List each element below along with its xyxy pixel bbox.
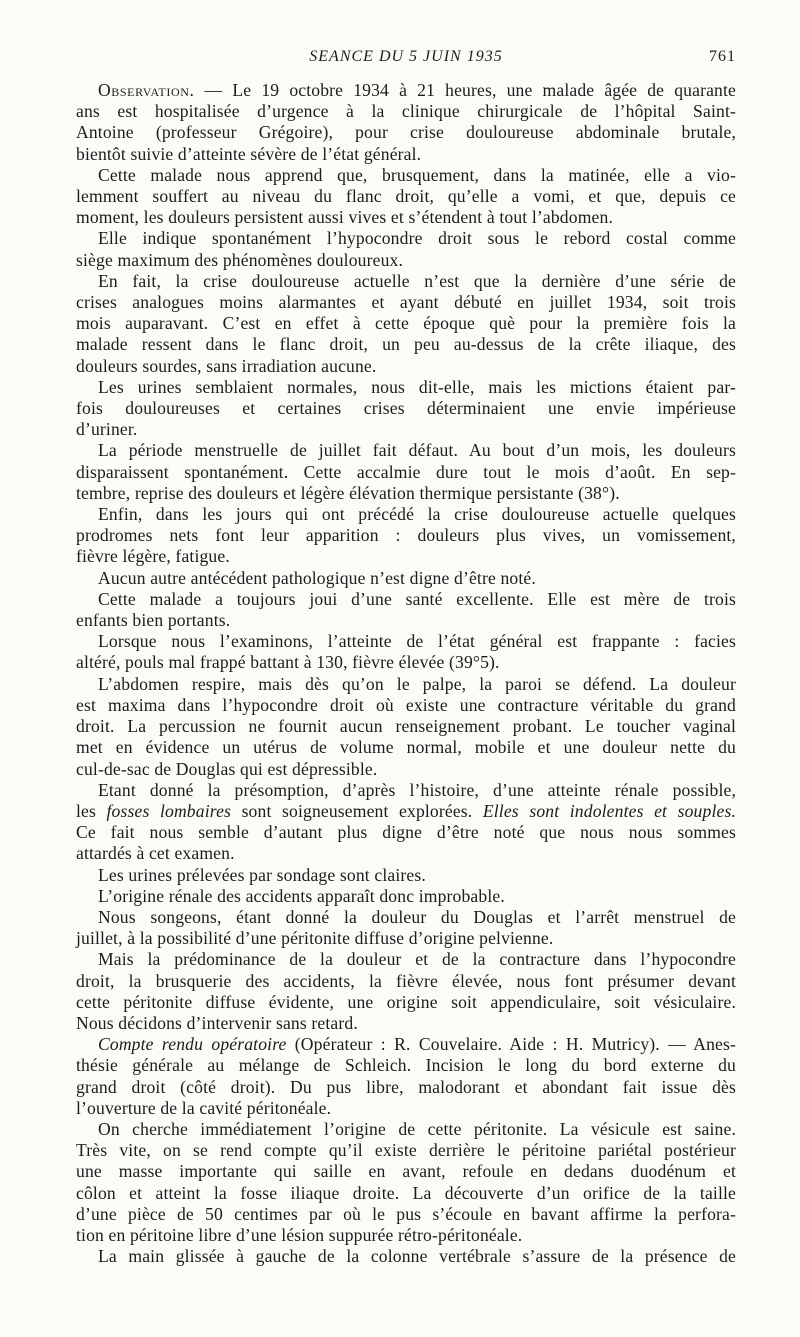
text-line: [76, 568, 736, 589]
text-span: tion en péritoine libre d’une lésion suppurée rétro-péritonéale.: [76, 1224, 523, 1245]
paragraph: [76, 907, 736, 949]
italic-text: fosses lombaires: [106, 800, 232, 821]
text-line: [76, 186, 736, 207]
paragraph: [76, 1246, 736, 1267]
text-span: met en évidence un utérus de volume normal, mobile et une douleur nette du: [76, 737, 736, 758]
text-span: On cherche immédiatement l’origine de cette péritonite. La vésicule est saine.: [98, 1118, 736, 1139]
text-span: cette péritonite diffuse évidente, une origine soit appendiculaire, soit vésiculaire.: [76, 991, 736, 1012]
text-span: douleurs sourdes, sans irradiation aucune.: [76, 355, 377, 376]
text-line: [76, 101, 736, 122]
text-line: [76, 377, 736, 398]
paragraph: [76, 80, 736, 165]
text-span: une masse importante qui saille en avant, refoule en dedans duodénum et: [76, 1161, 736, 1182]
text-span: Ce fait nous semble d’autant plus digne d’être noté que nous nous sommes: [76, 822, 736, 843]
paragraph: [76, 1119, 736, 1246]
text-span: ans est hospitalisée d’urgence à la clinique chirurgicale de l’hôpital Saint-: [76, 101, 736, 122]
paragraph: [76, 674, 736, 780]
text-span: prodromes nets font leur apparition : douleurs plus vives, un vomissement,: [76, 525, 736, 546]
text-line: [76, 165, 736, 186]
article-body: [76, 80, 736, 1267]
text-span: grand droit (côté droit). Du pus libre, malodorant et abondant fait issue dès: [76, 1076, 736, 1097]
text-span: Nous décidons d’intervenir sans retard.: [76, 1012, 358, 1033]
text-line: [76, 589, 736, 610]
text-line: [76, 356, 736, 377]
text-line: [76, 1246, 736, 1267]
text-span: enfants bien portants.: [76, 610, 231, 631]
text-span: Mais la prédominance de la douleur et de la contracture dans l’hypocondre: [98, 949, 736, 970]
text-line: [76, 1013, 736, 1034]
paragraph: [76, 886, 736, 907]
paragraph: [76, 949, 736, 1034]
text-span: — Le 19 octobre 1934 à 21 heures, une malade âgée de quarante: [194, 80, 736, 100]
journal-page: [76, 48, 736, 1267]
text-line: [76, 674, 736, 695]
text-span: juillet, à la possibilité d’une péritonite diffuse d’origine pelvienne.: [76, 928, 554, 949]
text-line: [76, 1161, 736, 1182]
paragraph: [76, 440, 736, 504]
text-span: les: [76, 800, 107, 821]
text-span: mois auparavant. C’est en effet à cette époque què pour la première fois la: [76, 313, 736, 334]
text-line: [76, 1098, 736, 1119]
text-line: [76, 1204, 736, 1225]
text-line: [76, 865, 736, 886]
text-span: moment, les douleurs persistent aussi vives et s’étendent à tout l’abdomen.: [76, 207, 613, 228]
text-line: [76, 652, 736, 673]
text-span: est maxima dans l’hypocondre droit où existe une contracture véritable du grand: [76, 694, 736, 715]
text-line: [76, 737, 736, 758]
text-span: Etant donné la présomption, d’après l’histoire, d’une atteinte rénale possible,: [98, 779, 736, 800]
text-span: fièvre légère, fatigue.: [76, 546, 230, 567]
paragraph: [76, 1034, 736, 1119]
text-line: [76, 398, 736, 419]
paragraph: [76, 504, 736, 568]
text-line: [76, 292, 736, 313]
text-line: [76, 334, 736, 355]
running-title: SEANCE DU 5 JUIN 1935: [309, 48, 503, 65]
text-span: (Opérateur : R. Couvelaire. Aide : H. Mutricy). — Anes-: [286, 1034, 736, 1055]
text-line: [76, 780, 736, 801]
text-line: [76, 1119, 736, 1140]
text-span: Elle indique spontanément l’hypocondre droit sous le rebord costal comme: [98, 228, 736, 249]
text-line: [76, 250, 736, 271]
paragraph: [76, 377, 736, 441]
text-line: [76, 1183, 736, 1204]
text-span: La période menstruelle de juillet fait défaut. Au bout d’un mois, les douleurs: [98, 440, 736, 461]
text-span: droit, la brusquerie des accidents, la fièvre élevée, nous font présumer devant: [76, 970, 736, 991]
text-line: [76, 122, 736, 143]
paragraph: [76, 589, 736, 631]
italic-text: Compte rendu opératoire: [98, 1034, 287, 1055]
text-line: [76, 1225, 736, 1246]
text-span: d’une pièce de 50 centimes par où le pus s’écoule en bavant affirme la perfora-: [76, 1203, 736, 1224]
text-line: [76, 695, 736, 716]
text-span: fois douloureuses et certaines crises déterminaient une envie impérieuse: [76, 398, 736, 419]
text-span: Nous songeons, étant donné la douleur du Douglas et l’arrêt menstruel de: [98, 906, 736, 927]
text-span: Très vite, on se rend compte qu’il existe derrière le péritoine pariétal postérieur: [76, 1140, 736, 1161]
text-span: siège maximum des phénomènes douloureux.: [76, 249, 404, 270]
text-span: crises analogues moins alarmantes et ayant débuté en juillet 1934, soit trois: [76, 292, 736, 313]
text-span: lemment souffert au niveau du flanc droit, qu’elle a vomi, et que, depuis ce: [76, 186, 736, 207]
text-line: [76, 504, 736, 525]
text-line: [76, 801, 736, 822]
text-span: Les urines prélevées par sondage sont claires.: [98, 864, 426, 885]
text-line: [76, 546, 736, 567]
text-span: malade ressent dans le flanc droit, un peu au-dessus de la crête iliaque, des: [76, 334, 736, 355]
text-line: [76, 1140, 736, 1161]
text-span: Lorsque nous l’examinons, l’atteinte de l’état général est frappante : facies: [98, 631, 736, 652]
text-span: côlon et atteint la fosse iliaque droite. La découverte d’un orifice de la taille: [76, 1182, 736, 1203]
text-line: [76, 1055, 736, 1076]
text-span: Antoine (professeur Grégoire), pour crise douloureuse abdominale brutale,: [76, 122, 736, 143]
text-line: [76, 610, 736, 631]
text-span: Enfin, dans les jours qui ont précédé la crise douloureuse actuelle quelques: [98, 504, 736, 525]
text-span: L’abdomen respire, mais dès qu’on le palpe, la paroi se défend. La douleur: [98, 673, 736, 694]
text-span: Cette malade nous apprend que, brusquement, dans la matinée, elle a vio-: [98, 164, 736, 185]
paragraph: [76, 228, 736, 270]
text-line: [76, 907, 736, 928]
text-span: d’uriner.: [76, 419, 138, 440]
text-line: [76, 271, 736, 292]
text-line: [76, 992, 736, 1013]
text-line: [76, 80, 736, 101]
text-line: [76, 1034, 736, 1055]
page-number: 761: [709, 48, 736, 65]
text-span: La main glissée à gauche de la colonne vertébrale s’assure de la présence de: [98, 1246, 736, 1267]
italic-text: Elles sont indolentes et souples.: [482, 800, 736, 821]
paragraph: [76, 780, 736, 865]
paragraph: [76, 631, 736, 673]
text-line: [76, 207, 736, 228]
text-span: disparaissent spontanément. Cette accalmie dure tout le mois d’août. En sep-: [76, 461, 736, 482]
page-header: [76, 48, 736, 80]
text-span: tembre, reprise des douleurs et légère élévation thermique persistante (38°).: [76, 482, 620, 503]
text-span: bientôt suivie d’atteinte sévère de l’état général.: [76, 143, 422, 164]
text-line: [76, 313, 736, 334]
text-span: thésie générale au mélange de Schleich. Incision le long du bord externe du: [76, 1055, 736, 1076]
text-span: altéré, pouls mal frappé battant à 130, fièvre élevée (39°5).: [76, 652, 500, 673]
text-line: [76, 631, 736, 652]
text-line: [76, 822, 736, 843]
text-line: [76, 759, 736, 780]
text-line: [76, 462, 736, 483]
text-span: l’ouverture de la cavité péritonéale.: [76, 1097, 332, 1118]
text-line: [76, 419, 736, 440]
text-span: cul-de-sac de Douglas qui est dépressible.: [76, 758, 378, 779]
text-line: [76, 949, 736, 970]
text-line: [76, 928, 736, 949]
paragraph: [76, 568, 736, 589]
text-span: En fait, la crise douloureuse actuelle n’est que la dernière d’une série de: [98, 270, 736, 291]
text-span: Cette malade a toujours joui d’une santé excellente. Elle est mère de trois: [98, 588, 736, 609]
text-span: Les urines semblaient normales, nous dit-elle, mais les mictions étaient par-: [98, 376, 736, 397]
text-line: [76, 1077, 736, 1098]
text-span: Aucun autre antécédent pathologique n’est digne d’être noté.: [98, 567, 536, 588]
text-span: sont soigneusement explorées.: [231, 800, 483, 821]
paragraph: [76, 165, 736, 229]
text-line: [76, 843, 736, 864]
text-span: attardés à cet examen.: [76, 843, 235, 864]
text-line: [76, 716, 736, 737]
text-line: [76, 144, 736, 165]
paragraph: [76, 865, 736, 886]
observation-label: Observation.: [98, 80, 195, 100]
text-line: [76, 483, 736, 504]
text-span: droit. La percussion ne fournit aucun renseignement probant. Le toucher vaginal: [76, 716, 736, 737]
text-line: [76, 228, 736, 249]
text-line: [76, 886, 736, 907]
text-span: L’origine rénale des accidents apparaît donc improbable.: [98, 885, 505, 906]
text-line: [76, 525, 736, 546]
text-line: [76, 440, 736, 461]
text-line: [76, 971, 736, 992]
paragraph: [76, 271, 736, 377]
